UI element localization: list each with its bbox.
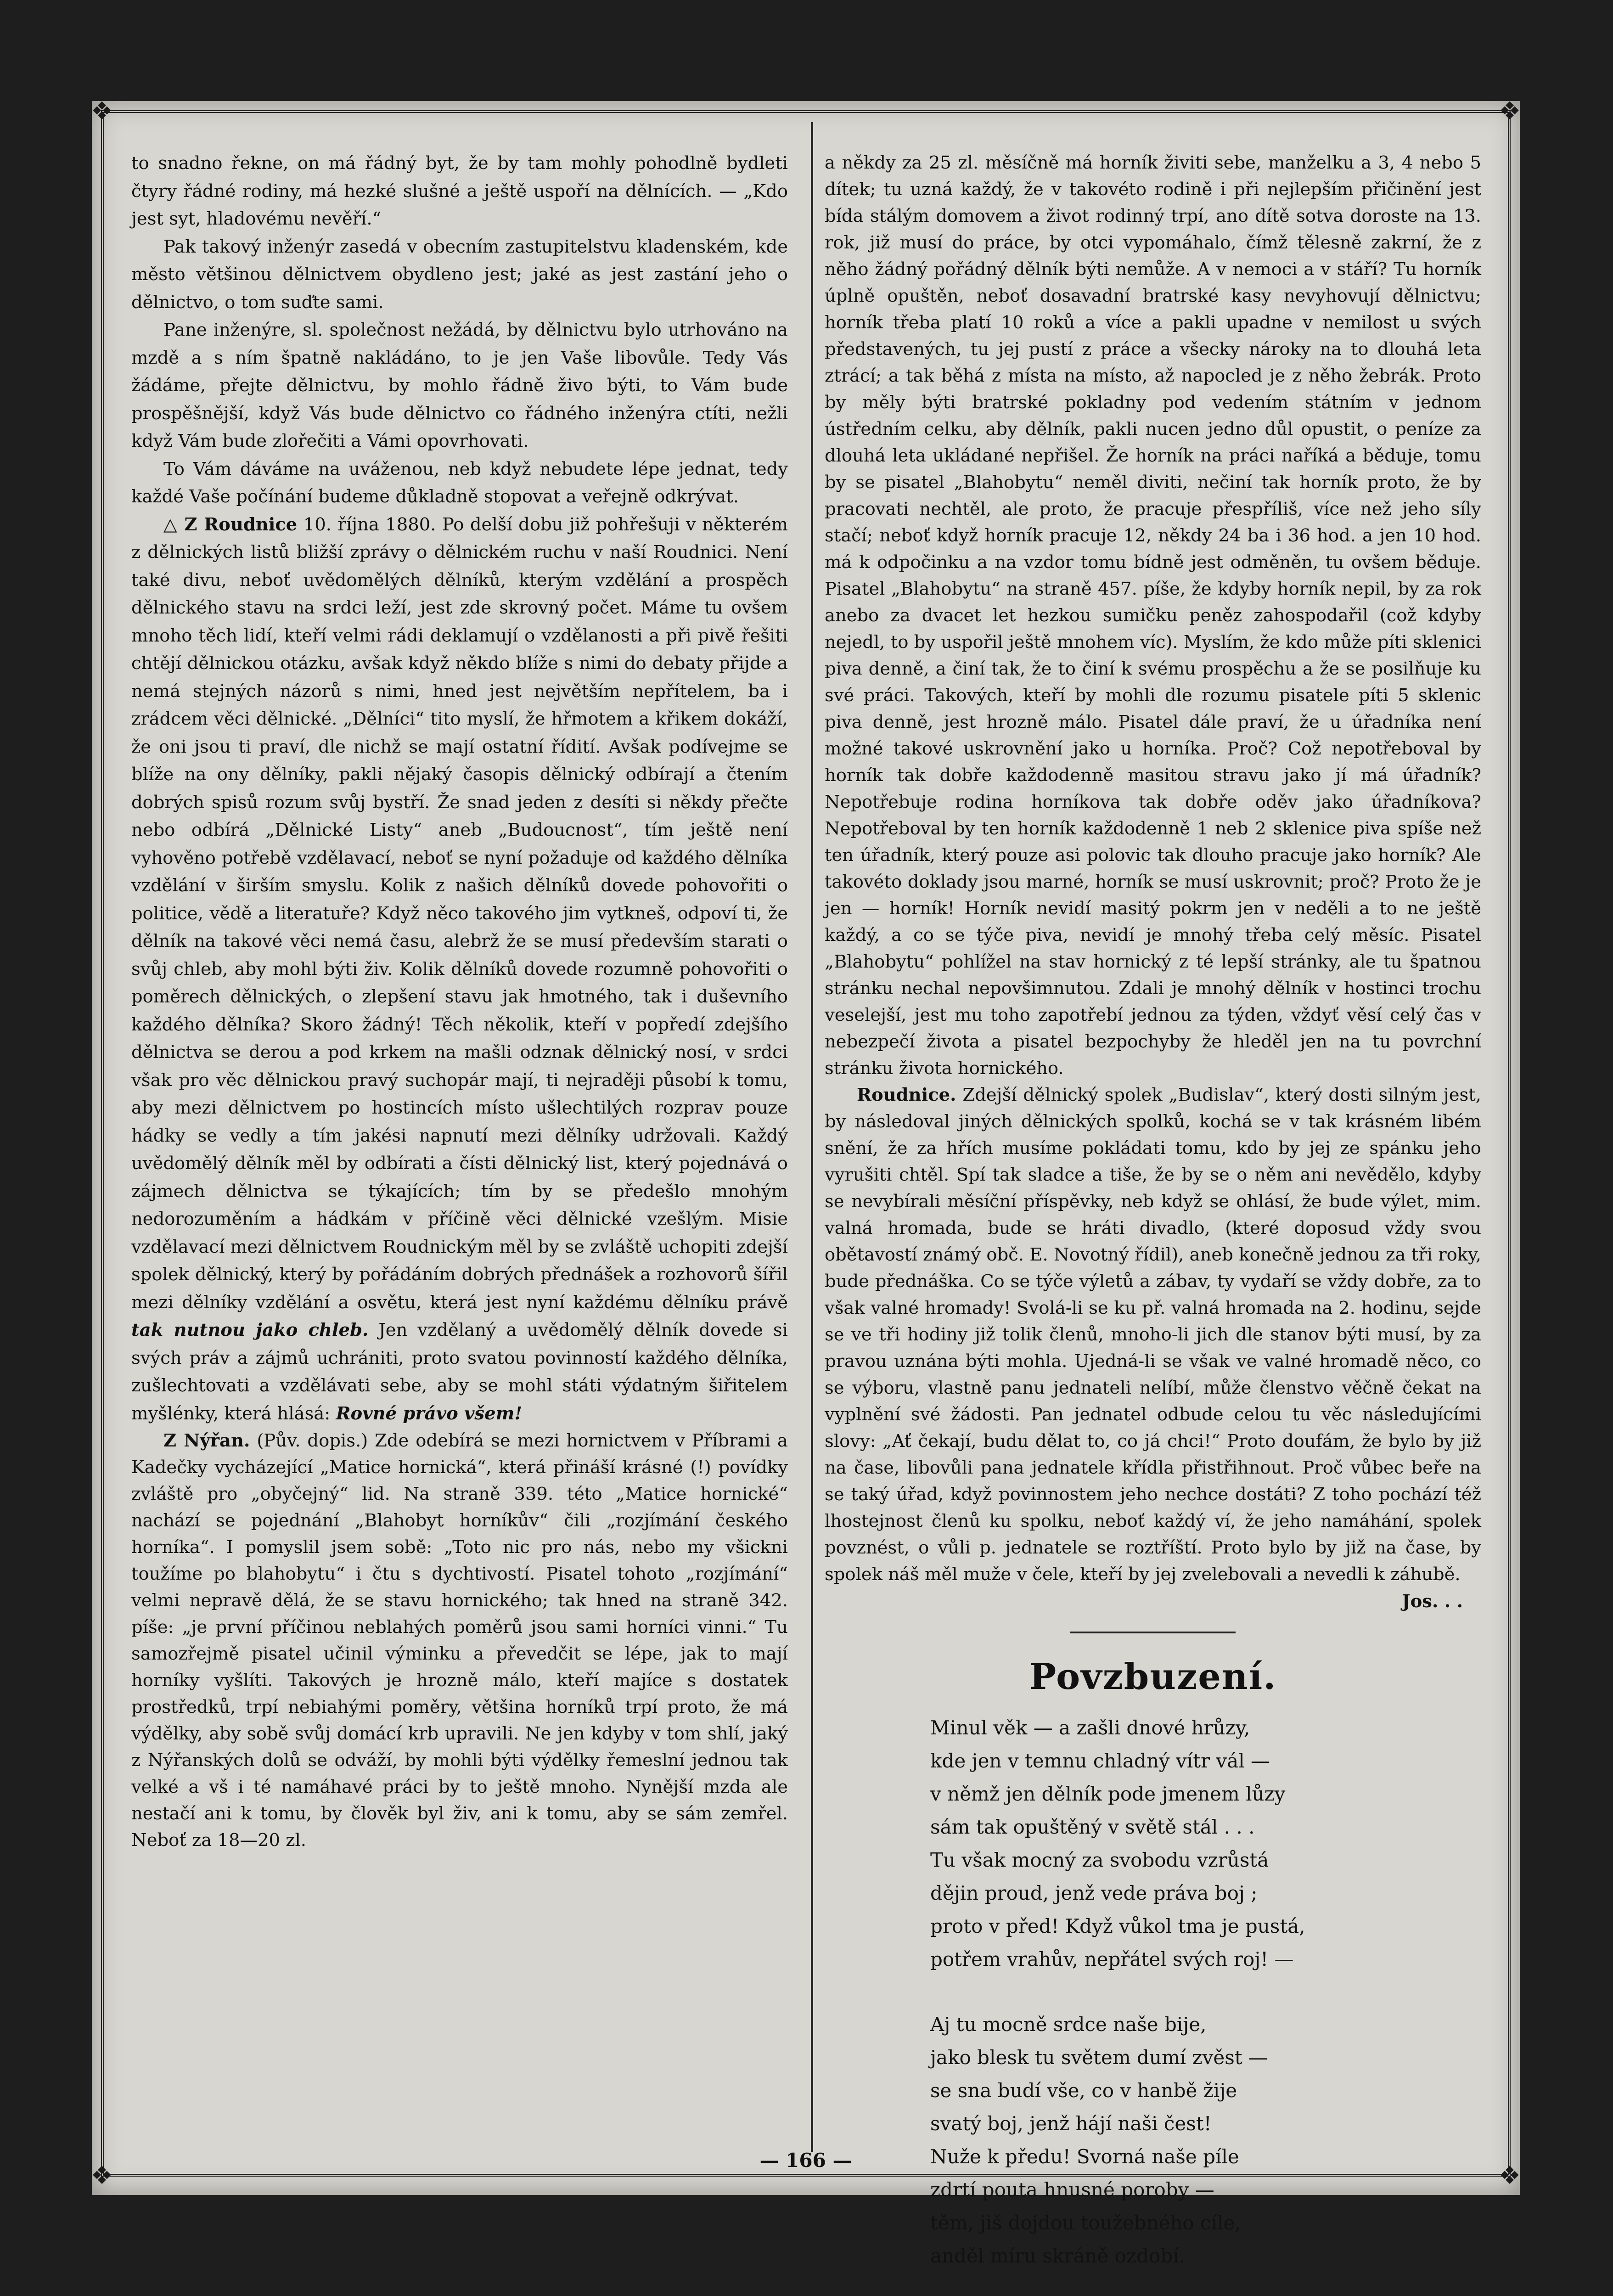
corner-ornament-top-right: ❖ [1498, 96, 1521, 125]
paragraph: Pane inženýre, sl. společnost nežádá, by dělnictvu bylo utrhováno na mzdě a s ním špatně nakládáno, to je jen Vaše libovůle. Tedy Vás žádáme, přejte dělnictvu, by mohlo řádně živo býti, to Vám bude prospěšnější, když Vás bude dělnictvo co řádného inženýra ctíti, nežli když Vám bude zlořečiti a Vámi opovrhovati. [131, 320, 788, 451]
left-column [131, 150, 788, 1854]
report-roudnice-spolek [825, 1082, 1481, 1588]
column-divider [811, 122, 813, 2152]
right-column [825, 150, 1481, 2296]
paragraph: To Vám dáváme na uváženou, neb když nebudete lépe jednat, tedy každé Vaše počínání budeme důkladně stopovat a veřejně odkrývat. [131, 458, 788, 507]
poem-line: jako blesk tu světem dumí zvěst — [930, 2046, 1268, 2069]
report-nyrany [131, 1428, 788, 1854]
poem-line: těm, jiš dojdou toužebného cíle, [930, 2211, 1241, 2234]
poem-line: Tu však mocný za svobodu vzrůstá [930, 1848, 1269, 1871]
poem-line: proto v před! Když vůkol tma je pustá, [930, 1914, 1305, 1937]
report-roudnice [131, 511, 788, 1428]
paragraph: to snadno řekne, on má řádný byt, že by tam mohly pohodlně bydleti čtyry řádné rodiny, má hezké slušné a ještě uspoří na dělnících. — „Kdo jest syt, hladovému nevěří.“ [131, 153, 788, 229]
emphasis-text: tak nutnou jako chleb. [131, 1320, 369, 1340]
paragraph: a někdy za 25 zl. měsíčně má horník živiti sebe, manželku a 3, 4 nebo 5 dítek; tu uzná každý, že v takovéto rodině i při nejlepším přičinění jest bída stálým domovem a život rodinný trpí, ano dítě sotva doroste na 13. rok, již musí do práce, by otci vypomáhalo, čímž tělesně zakrní, že z něho žádný pořádný dělník býti nemůže. A v nemoci a v stáří? Tu horník úplně opuštěn, neboť dosavadní bratrské kasy nevyhovují dělnictvu; horník třeba platí 10 roků a více a pakli upadne v nemilost u svých představených, tu jej pustí z práce a všecky nároky na to dlouhá leta ztrácí; a tak běhá z místa na místo, až napoсled je z něho žebrák. Proto by měly býti bratrské pokladny pod vedením státním v jednom ústředním celku, aby dělník, pakli nucen jedno důl opustit, o peníze za dlouhá leta ukládané nepřišel. Že horník na práci naříká a běduje, tomu by se pisatel „Blahobytu“ neměl diviti, nečiní tak horník proto, že by pracovati nechtěl, ale proto, že pracuje přespříliš, více než jeho síly stačí; neboť když horník pracuje 12, někdy 24 ba i 36 hod. a jen 10 hod. má k odpočinku a na vzdor tomu bídně jest odměněn, tu ovšem běduje. Pisatel „Blahobytu“ na straně 457. píše, že kdyby horník nepil, by za rok anebo za dvacet let hezkou sumičku peněz zahospodařil (což kdyby nejedl, to by uspořil ještě mnohem víc). Myslím, že kdo může píti sklenici piva denně, a činí tak, že to činí k svému prospěchu a že se posilňuje ku své práci. Takových, kteří by mohli dle rozumu pisatele píti 5 sklenic piva denně, jest hrozně málo. Pisatel dále praví, že u úřadníka není možné takové uskrovnění jako u horníka. Proč? Což nepotřeboval by horník tak dobře každodenně masitou stravu jako jí má úřadník? Nepotřebuje rodina horníkova tak dobře oděv jako úřadníkova? Nepotřeboval by ten horník každodenně 1 neb 2 sklenice piva spíše než ten úřadník, který pouze asi polovic tak dlouho pracuje jako horník? Ale takovéto doklady jsou marné, horník se musí uskrovnit; proč? Proto že je jen — horník! Horník nevidí masitý pokrm jen v neděli a to ne ještě každý, a co se týče piva, nevidí je mnohý třeba celý měsíc. Pisatel „Blahobytu“ pohlížel na stav hornický z té lepší stránky, ale tu špatnou stránku nechal nepovšimnutou. Zdali je mnohý dělník v hostinci trochu veselejší, jest mu toho zapotřebí jednou za týden, vždyť věsí celý čas v nebezpečí života a pisatel bezpochyby že hleděl jen na tu povrchní stránku života hornického. [825, 152, 1481, 1079]
report-text: 10. října 1880. Po delší dobu již pohřešuji v některém z dělnických listů bližší zprávy o dělnickém ruchu v naší Roudnici. Není také divu, neboť uvědomělých dělníků, kterým vzdělání a prospěch dělnického stavu na srdci leží, jest zde skrovný počet. Máme tu ovšem mnoho těch lidí, kteří velmi rádi deklamují o vzdělanosti a při pivě řešiti chtějí dělnickou otázku, avšak když někdo blíže s nimi do debaty přijde a nemá stejných názorů s nimi, hned jest největším nepřítelem, ba i zrádcem věci dělnické. „Dělníci“ tito myslí, že hřmotem a křikem dokáží, že oni jsou ti praví, dle nichž se mají ostatní řídití. Avšak podívejme se blíže na ony dělníky, pakli nějaký časopis dělnický odbírají a čtením dobrých spisů rozum svůj bystří. Že snad jeden z desíti si někdy přečte nebo odbírá „Dělnické Listy“ aneb „Budoucnost“, tím ještě není vyhověno potřebě vzdělavací, neboť se nyní požaduje od každého dělníka vzdělání v širším smyslu. Kolik z našich dělníků dovede pohovořiti o politice, vědě a literatuře? Když něco takového jim vytkneš, odpoví ti, že dělník na takové věci nemá času, alebrž že se musí především starati o svůj chleb, aby mohl býti živ. Kolik dělníků dovede rozumně pohovořiti o poměrech dělnických, o zlepšení stavu jak hmotného, tak i duševního každého dělníka? Skoro žádný! Těch několik, kteří v popředí zdejšího dělnictva se derou a pod krkem na mašli odznak dělnický nosí, v srdci však pro věc dělnickou pravý suchopár mají, ti nejraději působí k tomu, aby mezi dělnictvem po hostincích místo ušlechtilých rozprav pouze hádky se vedly a tím jakési napnutí mezi dělníky udržovali. Každý uvědomělý dělník měl by odbírati a čísti dělnický list, který pojednává o zájmech dělnictva se týkajících; tím by se předešlo mnohým nedorozuměním a hádkám v příčině věci dělnické vzešlým. Misie vzdělavací mezi dělnictvem Roudnickým měl by se zvláště uchopiti zdejší spolek dělnický, který by pořádáním dobrých přednášek a rozhovorů šířil mezi dělníky vzdělání a osvětu, která jest nyní každému dělníku právě [131, 514, 788, 1313]
poem-line: Nuže k předu! Svorná naše píle [930, 2145, 1239, 2168]
report-text: Zdejší dělnický spolek „Budislav“, který dosti silným jest, by následoval jiných dělnických spolků, kochá se v tak krásném libém snění, že za hřích musíme pokládati tomu, kdo by jej ze spánku jeho vyrušiti chtěl. Spí tak sladce a tiše, že by se o něm ani nevědělo, kdyby se nevybírali měsíční příspěvky, neb když se ohlásí, že bude výlet, mim. valná hromada, bude se hráti divadlo, (které doposud vždy svou obětavostí známý obč. E. Novotný řídil), aneb konečně jednou za tři roky, bude přednáška. Co se týče výletů a zábav, ty vydaří se vždy dobře, za to však valné hromady! Svolá-li se ku př. valná hromada na 2. hodinu, sejde se ve tři hodiny již tolik členů, mnoho-li jich dle stanov býti musí, by za pravou uznána býti mohla. Ujedná-li se však ve valné hromadě něco, co se výboru, vlastně panu jednateli nelíbí, může členstvo věčně čekat na vyplnění své žádosti. Pan jednatel odbude celou tu věc následujícími slovy: „Ať čekají, budu dělat to, co já chci!“ Proto doufám, že bylo by již na čase, libovůli pana jednatele křídla přistřihnout. Proč vůbec beře na se taký úřad, když povinnostem jeho nechce dostáti? Z toho pochází též lhostejnost členů ku spolku, neboť každý ví, že jeho namáhání, spolek povznést, o vůli p. jednatele se roztříští. Proto bylo by již na čase, by spolek náš měl muže v čele, kteří by jej zvelebovali a nevedli k záhubě. [825, 1085, 1481, 1585]
poem-line: sám tak opuštěný v světě stál . . . [930, 1815, 1255, 1838]
corner-ornament-bottom-right: ❖ [1498, 2161, 1521, 2190]
emphasis-slogan: Rovné právo všem! [336, 1403, 523, 1424]
report-text-continued: Jen vzdělaný a uvědomělý dělník dovede si svých práv a zájmů uchrániti, proto svatou povinností každého dělníka, zušlechtovati a vzdělávati sebe, aby se mohl státi výdatným šiřitelem myšlénky, která hlásá: [131, 1320, 788, 1424]
dateline: △ Z Roudnice [163, 514, 298, 535]
poem-line: kde jen v temnu chladný vítr vál — [930, 1749, 1270, 1772]
poem-line: zdrtí pouta hnusné poroby — [930, 2178, 1214, 2201]
newspaper-page [90, 96, 1521, 2267]
report-text: (Pův. dopis.) Zde odebírá se mezi hornictvem v Příbrami a Kadečky vycházející „Matice hornická“, která přináší krásné (!) povídky zvláště pro „obyčejný“ lid. Na straně 339. této „Matice hornické“ nachází se pojednání „Blahobyt horníkův“ čili „rozjímání českého horníka“. I pomyslil jsem sobě: „Toto nic pro nás, nebo my všickni toužíme po blahobytu“ i čtu s dychtivostí. Pisatel tohoto „rozjímání“ velmi nepravě dělá, že se stavu hornického; tak hned na straně 342. píše: „je první příčinou neblahých poměrů jsou sami horníci vinni.“ Tu samozřejmě pisatel učinil výminku a převedčit se lépe, jak to mají horníky vyšlíti. Takových je hrozně málo, kteří majíce s dostatek prostředků, trpí nebiahými poměry, většina horníků trpí proto, že má výdělky, aby sobě svůj domácí krb upravili. Ne jen kdyby v tom shlí, jaký z Nýřanských dolů se odváží, by mohli býti výdělky řemeslní jednou tak velké a vš i té namáhavé práci by to ještě mnoho. Nynější mzda ale nestačí ani k tomu, by člověk byl živ, ani k tomu, aby se sám zemřel. Neboť za 18—20 zl. [131, 1430, 788, 1851]
poem-line: Minul věk — a zašli dnové hrůzy, [930, 1716, 1250, 1739]
poem-line: v němž jen dělník pode jmenem lůzy [930, 1782, 1286, 1805]
poem-line: potřem vrahův, nepřátel svých roj! — [930, 1947, 1294, 1970]
dateline: Roudnice. [857, 1085, 956, 1105]
poem-line: Aj tu mocně srdce naše bije, [930, 2013, 1207, 2036]
section-divider [1070, 1632, 1236, 1633]
poem-line: anděl míru skráně ozdobí. [930, 2244, 1185, 2267]
corner-ornament-bottom-left: ❖ [90, 2161, 113, 2190]
page-border-frame [90, 96, 1521, 2267]
corner-ornament-top-left: ❖ [90, 96, 113, 125]
poem-title: Povzbuzení. [1029, 1655, 1277, 1698]
poem-line: svatý boj, jenž hájí naši čest! [930, 2112, 1212, 2135]
dateline: Z Nýřan. [163, 1430, 250, 1451]
poem-line: se sna budí vše, co v hanbě žije [930, 2079, 1237, 2102]
poem-stanza [930, 2008, 1481, 2273]
poem-line: dějin proud, jenž vede práva boj ; [930, 1881, 1258, 1904]
signature: Jos. . . [1402, 1591, 1463, 1612]
page-number: — 166 — [759, 2149, 852, 2172]
paragraph: Pak takový inženýr zasedá v obecním zastupitelstvu kladenském, kde město většinou dělnictvem obydleno jest; jaké as jest zastání jeho o dělnictvo, o tom suďte sami. [131, 236, 788, 313]
poem-stanza [930, 1711, 1481, 1976]
